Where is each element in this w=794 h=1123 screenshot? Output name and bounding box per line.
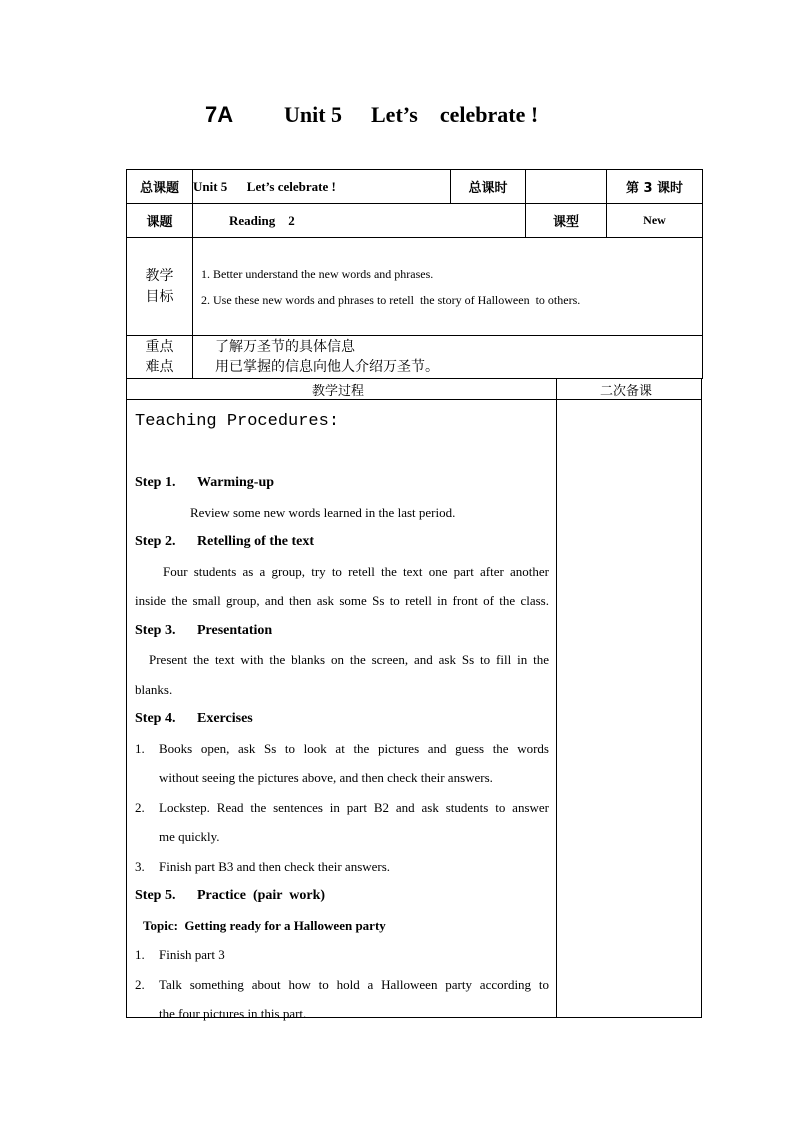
step-3-title: Presentation <box>197 622 273 638</box>
title-grade: 7A <box>205 102 234 127</box>
step-2 <box>135 527 549 557</box>
title-unit: Unit 5 <box>284 102 343 127</box>
key-label-line1: 重点 <box>145 339 174 355</box>
step-5-item-1-number: 1. <box>135 947 145 962</box>
procedure-header-left: 教学过程 <box>312 384 365 399</box>
step-3-line-2: blanks. <box>135 681 173 697</box>
objectives-label-line1: 教学 <box>145 267 174 284</box>
step-1 <box>135 468 549 498</box>
key-label-line2: 难点 <box>145 359 174 375</box>
lesson-info-table <box>126 169 703 379</box>
total-topic-value: Unit 5 Let’s celebrate ! <box>193 170 451 204</box>
step-1-text: Review some new words learned in the last period. <box>190 504 456 520</box>
total-periods-label: 总课时 <box>451 170 526 204</box>
step-4-item-1 <box>135 734 549 793</box>
procedures-heading: Teaching Procedures: <box>135 412 340 431</box>
step-4-item-1-line-1: Books open, ask Ss to look at the pictures and guess the words <box>159 740 549 756</box>
step-5-item-2-line-1: Talk something about how to hold a Halloween party according to <box>159 976 549 992</box>
step-4-number: Step 4. <box>135 711 176 726</box>
step-4-item-3-line-1: Finish part B3 and then check their answers. <box>159 858 391 874</box>
step-4-item-1-number: 1. <box>135 740 145 756</box>
step-5-item-2 <box>135 970 549 1029</box>
step-5-item-1-line-1: Finish part 3 <box>159 947 225 962</box>
step-3-number: Step 3. <box>135 622 176 638</box>
period-value: 第 3 课时 <box>607 170 703 204</box>
step-5-item-2-number: 2. <box>135 976 145 992</box>
objectives-label <box>127 238 193 336</box>
step-2-line-2: inside the small group, and then ask some Ss to retell in front of the class. <box>135 593 549 608</box>
total-topic-label: 总课题 <box>127 170 193 204</box>
info-row-lesson <box>127 204 703 238</box>
step-5-topic: Topic: Getting ready for a Halloween party <box>143 917 386 933</box>
info-row-objectives <box>127 238 703 336</box>
step-5-title: Practice (pair work) <box>197 888 326 903</box>
step-4-item-2-number: 2. <box>135 799 145 815</box>
step-4-item-2 <box>135 793 549 852</box>
objective-2: 2. Use these new words and phrases to retell the story of Halloween to others. <box>201 292 581 307</box>
step-5-item-1 <box>135 940 549 970</box>
document-title <box>0 102 794 134</box>
info-row-topic <box>127 170 703 204</box>
step-2-number: Step 2. <box>135 534 176 549</box>
step-4-item-1-line-2: without seeing the pictures above, and then check their answers. <box>159 770 493 785</box>
key-point-1: 了解万圣节的具体信息 <box>215 339 355 355</box>
step-4-item-3-number: 3. <box>135 858 145 874</box>
objective-1: 1. Better understand the new words and phrases. <box>201 266 434 281</box>
step-4-title: Exercises <box>197 711 253 726</box>
total-periods-value <box>526 170 607 204</box>
lesson-label: 课题 <box>127 204 193 238</box>
step-2-title: Retelling of the text <box>197 534 315 549</box>
step-4-item-2-line-1: Lockstep. Read the sentences in part B2 and ask students to answer <box>159 799 549 815</box>
step-2-line-1: Four students as a group, try to retell the text one part after another <box>163 563 549 579</box>
objectives-content <box>193 238 703 336</box>
title-name: Let’s celebrate ! <box>371 102 539 127</box>
key-point-2: 用已掌握的信息向他人介绍万圣节。 <box>215 359 439 375</box>
step-5 <box>135 881 549 911</box>
step-3-line-1: Present the text with the blanks on the screen, and ask Ss to fill in the <box>149 652 549 667</box>
step-4-item-2-line-2: me quickly. <box>159 829 220 844</box>
objectives-label-line2: 目标 <box>145 288 174 305</box>
procedure-header <box>127 378 701 400</box>
procedure-header-right: 二次备课 <box>600 384 653 399</box>
procedure-body <box>135 400 549 1029</box>
step-4-item-3 <box>135 852 549 882</box>
step-1-number: Step 1. <box>135 475 176 490</box>
step-5-item-2-line-2: the four pictures in this part. <box>159 1006 307 1021</box>
info-row-key-points <box>127 336 703 379</box>
step-3 <box>135 616 549 646</box>
type-value: New <box>607 204 703 238</box>
step-1-title: Warming-up <box>197 475 275 490</box>
type-label: 课型 <box>526 204 607 238</box>
step-4 <box>135 704 549 734</box>
lesson-value: Reading 2 <box>193 204 526 238</box>
key-points-content <box>193 336 703 379</box>
step-5-number: Step 5. <box>135 888 176 903</box>
key-points-label <box>127 336 193 379</box>
column-divider <box>556 378 557 1017</box>
procedure-section <box>126 378 702 1021</box>
